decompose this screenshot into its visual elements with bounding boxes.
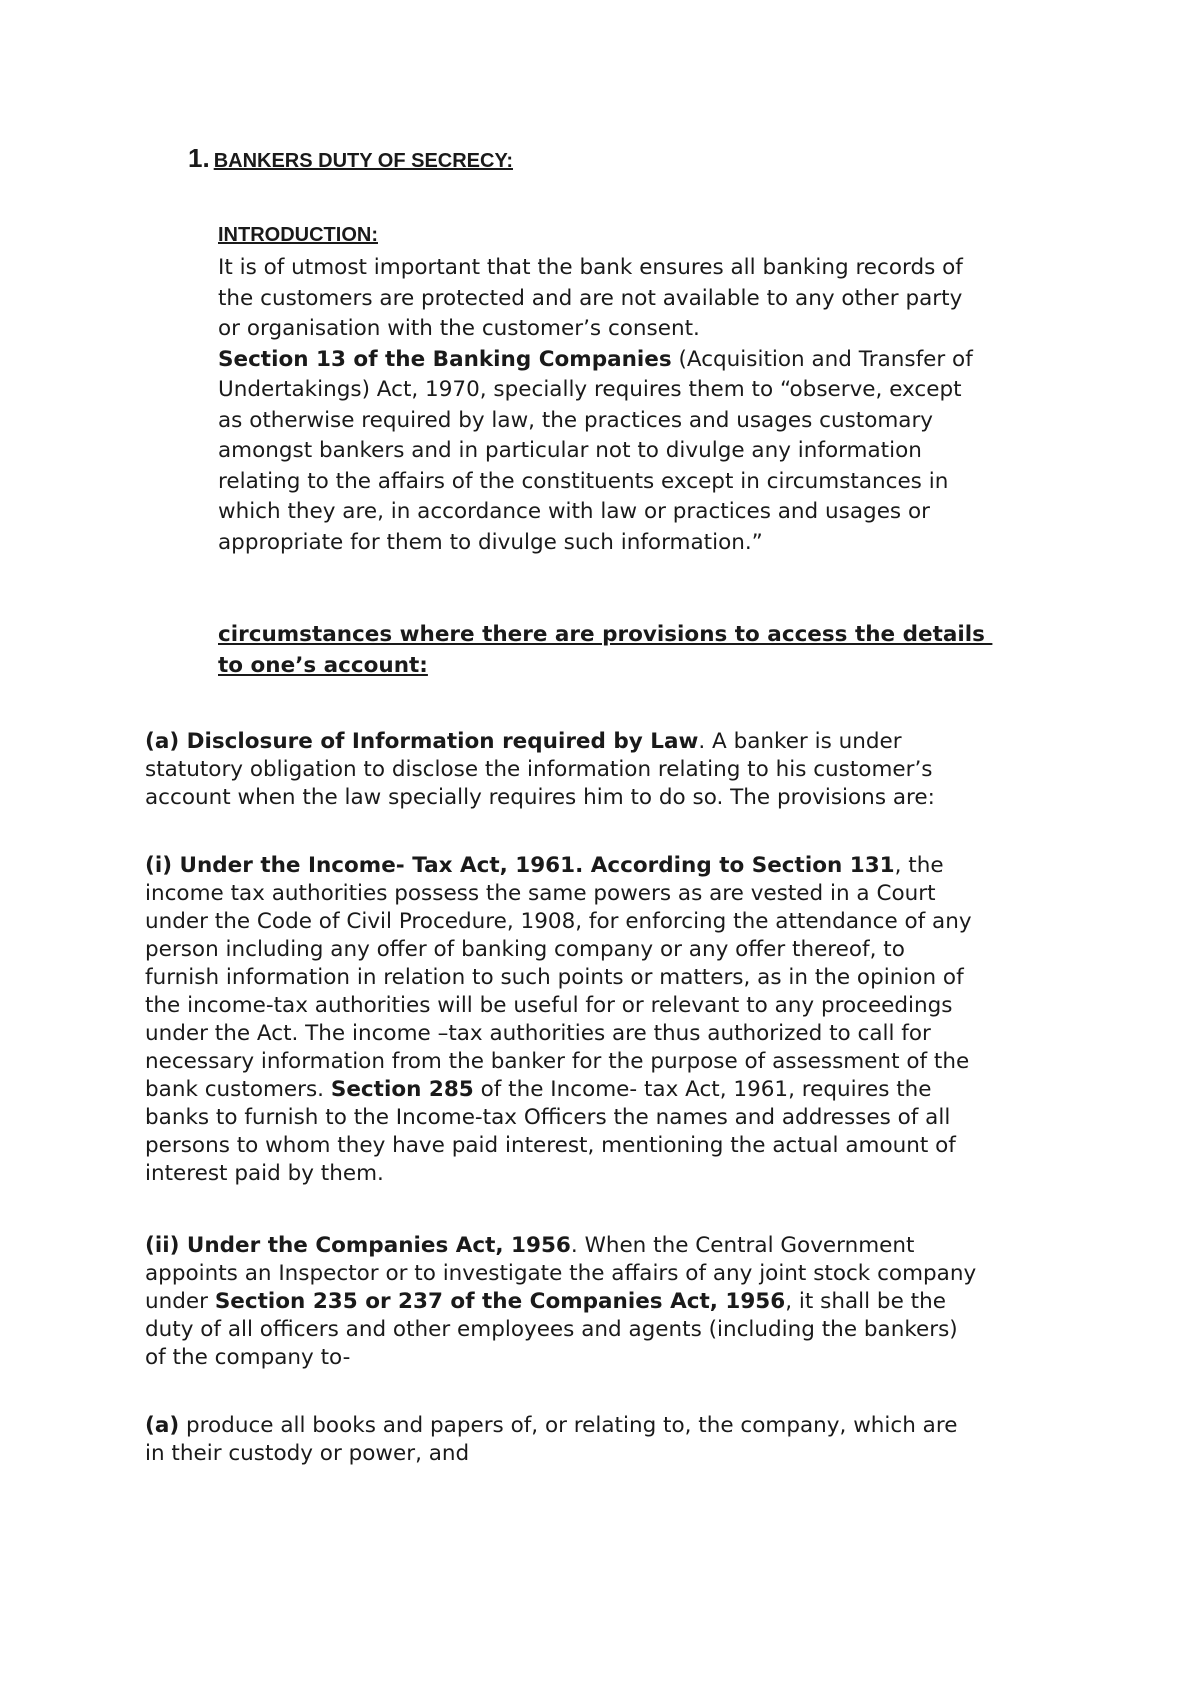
bold-reference: (a) xyxy=(145,1413,180,1438)
text-run: (Acquisition and Transfer of xyxy=(671,346,973,372)
text-line xyxy=(145,1412,957,1440)
text-line xyxy=(218,345,973,376)
bold-reference: Section 285 xyxy=(330,1077,474,1102)
text-run: , it shall be the xyxy=(785,1289,946,1314)
bold-reference: (ii) Under the Companies Act, 1956 xyxy=(145,1233,571,1258)
text-line: It is of utmost important that the bank ensures all banking records of xyxy=(218,255,963,280)
companies-act-paragraph xyxy=(145,1232,976,1372)
text-line: income tax authorities possess the same powers as are vested in a Court xyxy=(145,881,936,906)
text-run: . A banker is under xyxy=(698,729,902,754)
text-line: the income-tax authorities will be useful for or relevant to any proceedings xyxy=(145,993,953,1018)
text-run: produce all books and papers of, or relating to, the company, which are xyxy=(179,1413,958,1438)
text-line: duty of all officers and other employees and agents (including the bankers) xyxy=(145,1317,958,1342)
bold-reference: Section 235 or 237 of the Companies Act, 1956 xyxy=(214,1289,786,1314)
text-line: banks to furnish to the Income-tax Officers the names and addresses of all xyxy=(145,1105,951,1130)
bold-reference: (a) Disclosure of Information required by Law xyxy=(145,729,699,754)
text-line: under the Code of Civil Procedure, 1908, for enforcing the attendance of any xyxy=(145,909,972,934)
income-tax-paragraph xyxy=(145,852,972,1188)
text-line: or organisation with the customer’s consent. xyxy=(218,316,700,341)
text-line: account when the law specially requires him to do so. The provisions are: xyxy=(145,785,935,810)
text-line xyxy=(145,1232,976,1260)
introduction-label: INTRODUCTION: xyxy=(218,224,378,246)
text-line: which they are, in accordance with law or practices and usages or xyxy=(218,499,930,524)
text-line: appoints an Inspector or to investigate the affairs of any joint stock company xyxy=(145,1261,977,1286)
text-line: as otherwise required by law, the practices and usages customary xyxy=(218,407,934,433)
text-line: circumstances where there are provisions to access the details xyxy=(218,622,993,647)
text-line: statutory obligation to disclose the information relating to his customer’s xyxy=(145,757,933,782)
section-title: BANKERS DUTY OF SECRECY: xyxy=(213,150,513,172)
disclosure-paragraph xyxy=(145,728,935,812)
text-line: relating to the affairs of the constituents except in circumstances in xyxy=(218,468,949,494)
text-line: furnish information in relation to such points or matters, as in the opinion of xyxy=(145,965,964,990)
text-run: bank customers. xyxy=(145,1077,331,1102)
text-line: person including any offer of banking company or any offer thereof, to xyxy=(145,937,905,962)
text-line: in their custody or power, and xyxy=(145,1441,470,1466)
circumstances-subheading xyxy=(218,620,992,681)
text-line: appropriate for them to divulge such information.” xyxy=(218,529,763,555)
text-run: under xyxy=(145,1289,215,1314)
text-line: the customers are protected and are not available to any other party xyxy=(218,285,963,311)
section-number: 1. xyxy=(188,143,210,173)
text-line xyxy=(145,728,935,756)
text-line: Undertakings) Act, 1970, specially requires them to “observe, except xyxy=(218,377,962,402)
bold-reference: (i) Under the Income- Tax Act, 1961. According to Section 131 xyxy=(145,853,895,878)
text-run: . When the Central Government xyxy=(570,1233,915,1258)
text-line: to one’s account: xyxy=(218,652,428,678)
text-run: , the xyxy=(894,853,944,878)
text-line xyxy=(145,852,972,880)
text-line: persons to whom they have paid interest, mentioning the actual amount of xyxy=(145,1133,956,1158)
text-line: necessary information from the banker for the purpose of assessment of the xyxy=(145,1049,970,1074)
text-line: of the company to- xyxy=(145,1345,351,1370)
section-heading xyxy=(188,143,513,174)
produce-paragraph xyxy=(145,1412,957,1468)
bold-reference: Section 13 of the Banking Companies xyxy=(218,346,672,372)
text-line: under the Act. The income –tax authorities are thus authorized to call for xyxy=(145,1021,931,1046)
text-line xyxy=(145,1076,972,1104)
text-line: interest paid by them. xyxy=(145,1161,384,1186)
text-line xyxy=(145,1288,976,1316)
introduction-paragraph xyxy=(218,253,973,558)
text-run: of the Income- tax Act, 1961, requires the xyxy=(473,1077,932,1102)
text-line: amongst bankers and in particular not to divulge any information xyxy=(218,438,922,463)
